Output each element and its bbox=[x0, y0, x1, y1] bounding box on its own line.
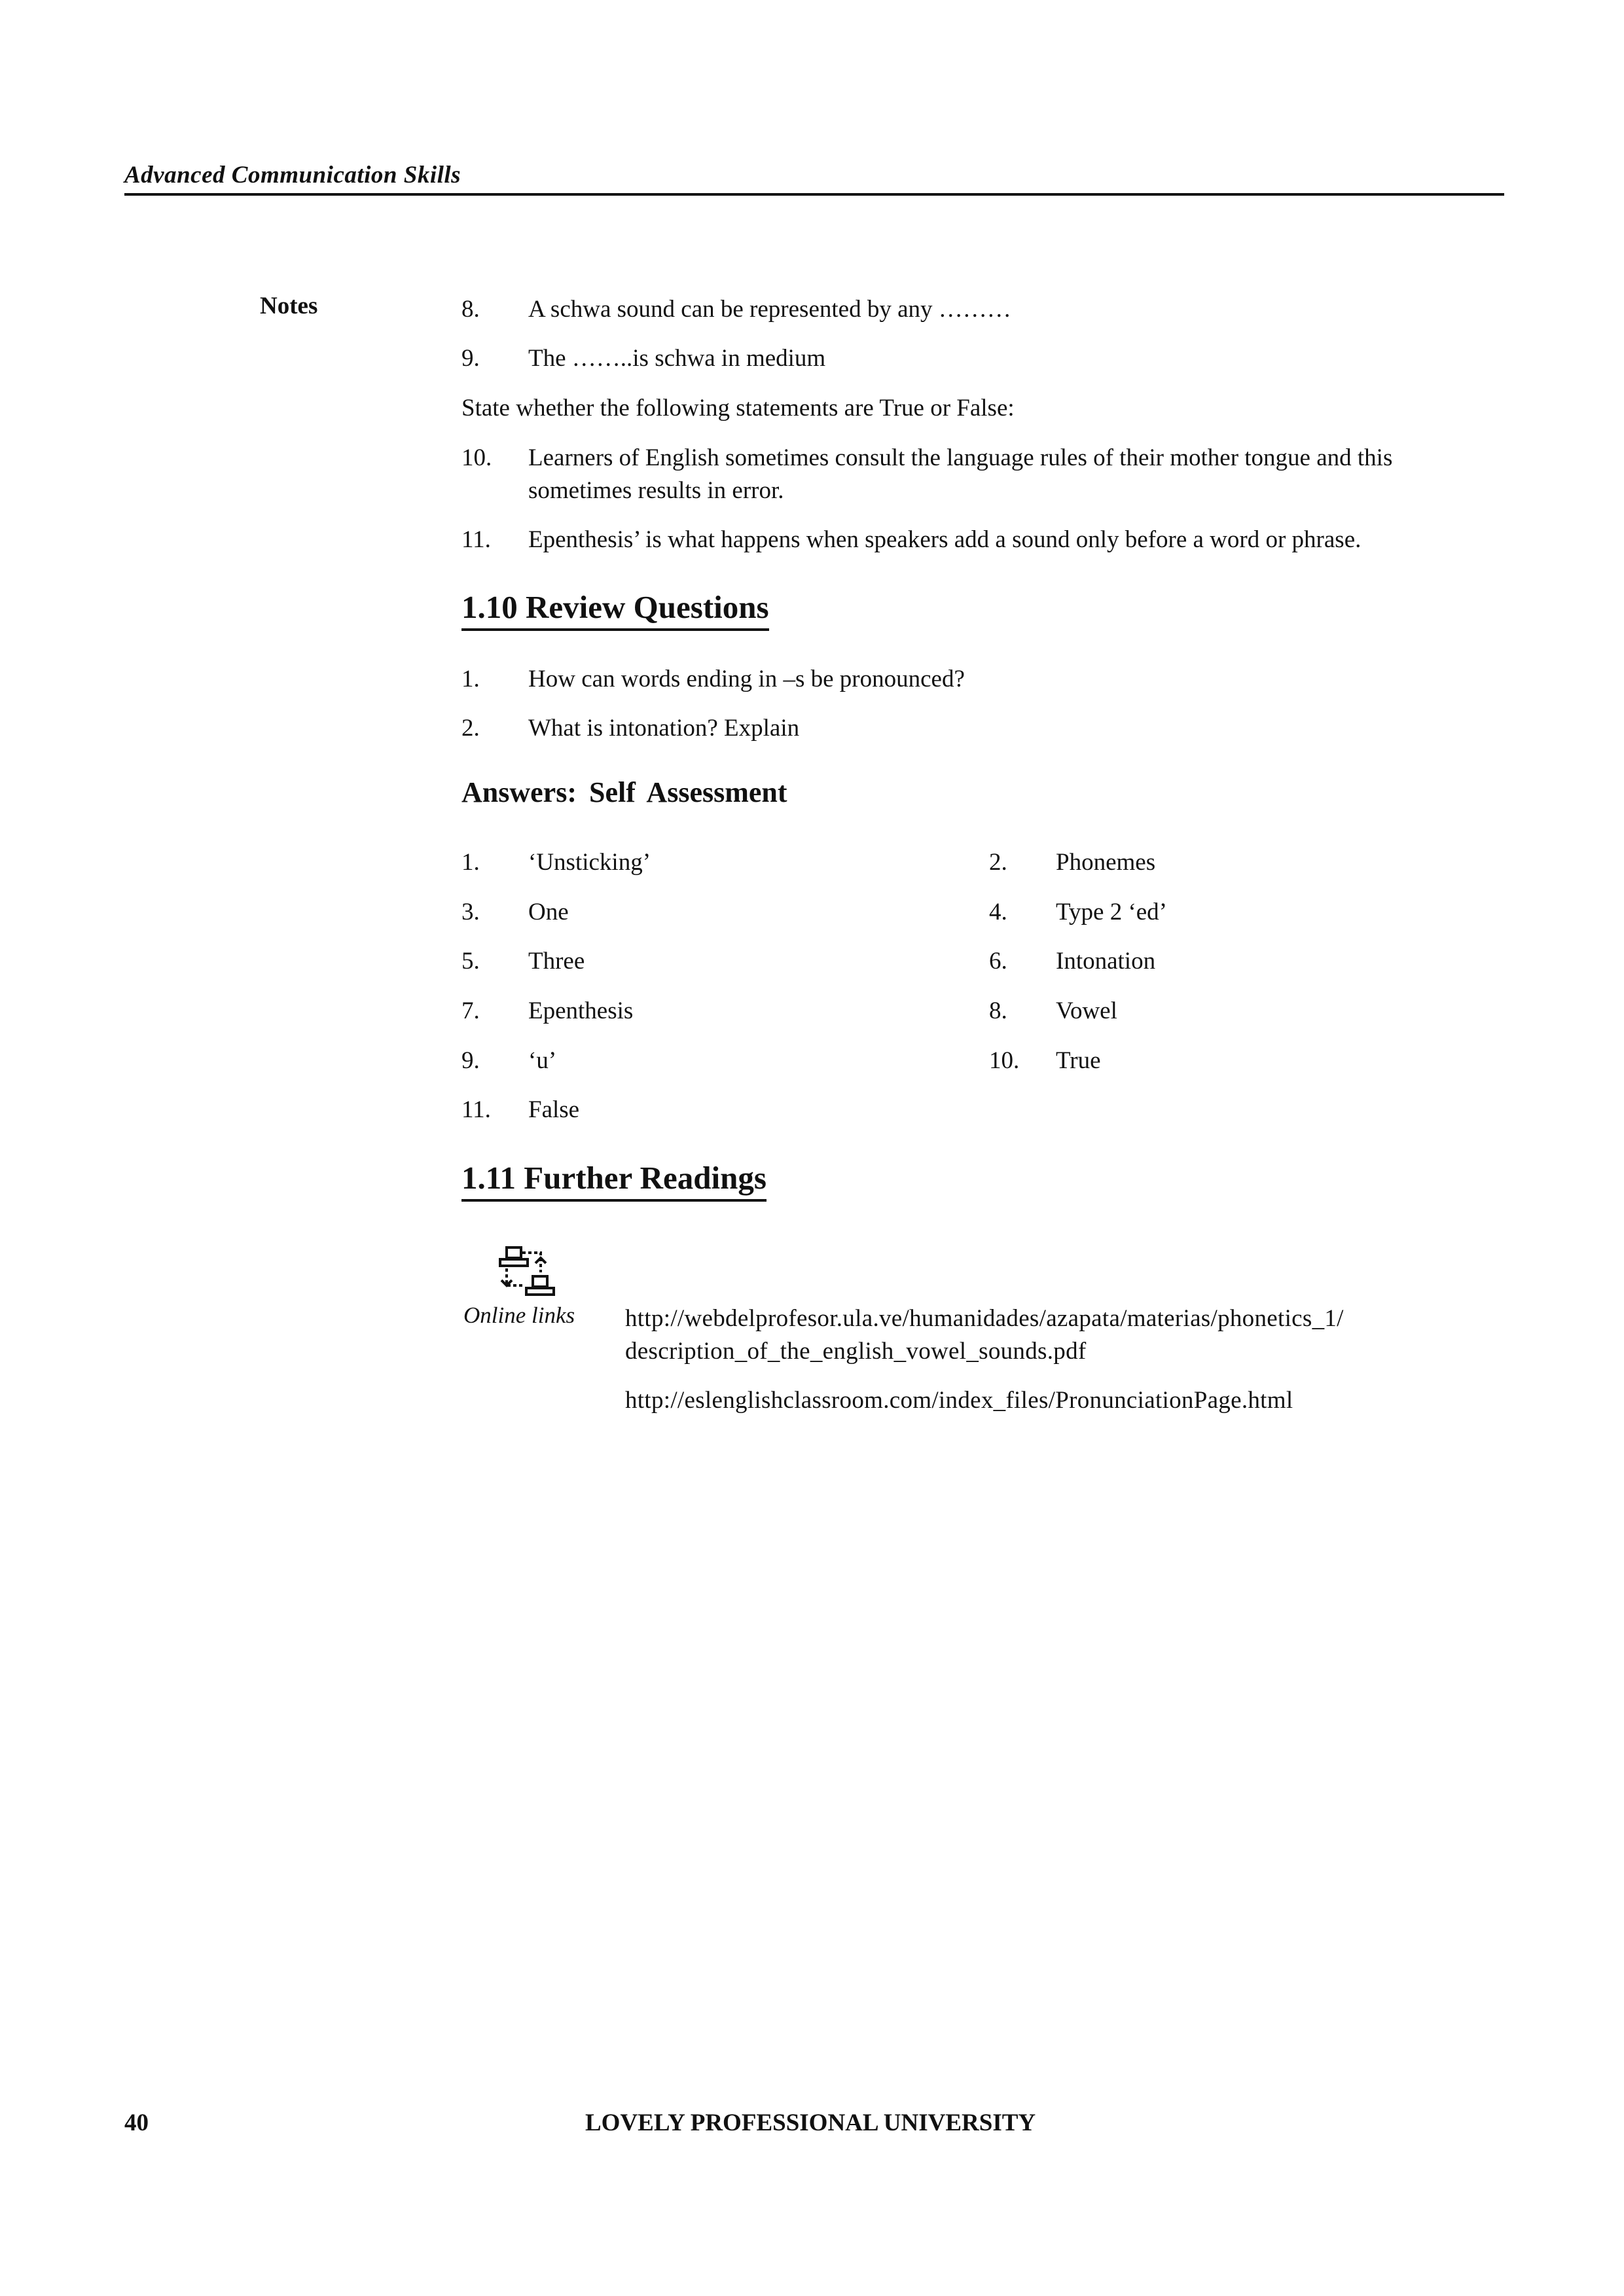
online-links-caption: Online links bbox=[463, 1302, 575, 1328]
item-number: 4. bbox=[989, 899, 1007, 925]
reading-link-line-2[interactable]: description_of_the_english_vowel_sounds.pdf bbox=[625, 1338, 1087, 1365]
footer-university: LOVELY PROFESSIONAL UNIVERSITY bbox=[585, 2109, 1036, 2136]
item-text: Epenthesis bbox=[528, 997, 634, 1024]
item-number: 2. bbox=[989, 849, 1007, 876]
reading-link[interactable] bbox=[625, 1302, 1344, 1368]
item-text: What is intonation? Explain bbox=[528, 715, 800, 742]
item-number: 10. bbox=[989, 1047, 1020, 1074]
item-number: 3. bbox=[461, 899, 480, 925]
item-number: 9. bbox=[461, 1047, 480, 1074]
item-text: False bbox=[528, 1096, 580, 1123]
item-number: 9. bbox=[461, 345, 480, 372]
item-text: ‘u’ bbox=[528, 1047, 557, 1074]
page-number: 40 bbox=[124, 2109, 149, 2136]
item-text: How can words ending in –s be pronounced? bbox=[528, 666, 965, 692]
item-number: 1. bbox=[461, 666, 480, 692]
item-number: 8. bbox=[461, 296, 480, 323]
item-number: 7. bbox=[461, 997, 480, 1024]
true-false-instruction: State whether the following statements are True or False: bbox=[461, 395, 1015, 422]
item-text: Type 2 ‘ed’ bbox=[1056, 899, 1168, 925]
item-text: Three bbox=[528, 948, 585, 975]
item-text: True bbox=[1056, 1047, 1101, 1074]
running-header: Advanced Communication Skills bbox=[124, 162, 461, 188]
item-text: One bbox=[528, 899, 569, 925]
margin-notes-label: Notes bbox=[260, 293, 318, 319]
item-text: Vowel bbox=[1056, 997, 1117, 1024]
online-links-icon bbox=[491, 1244, 563, 1302]
item-number: 1. bbox=[461, 849, 480, 876]
item-text: A schwa sound can be represented by any ……… bbox=[528, 296, 1011, 323]
section-heading-review-questions: 1.10 Review Questions bbox=[461, 588, 769, 631]
item-text-line-1: Learners of English sometimes consult the language rules of their mother tongue and this bbox=[528, 444, 1393, 471]
item-number: 11. bbox=[461, 526, 491, 553]
item-text: Phonemes bbox=[1056, 849, 1156, 876]
item-number: 5. bbox=[461, 948, 480, 975]
reading-link[interactable] bbox=[625, 1384, 1293, 1417]
item-number: 8. bbox=[989, 997, 1007, 1024]
reading-link-line-1[interactable]: http://eslenglishclassroom.com/index_files/PronunciationPage.html bbox=[625, 1387, 1293, 1414]
item-number: 10. bbox=[461, 444, 492, 471]
item-text: ‘Unsticking’ bbox=[528, 849, 651, 876]
item-text: Intonation bbox=[1056, 948, 1156, 975]
item-text-line-2: sometimes results in error. bbox=[528, 477, 784, 504]
header-rule bbox=[124, 193, 1504, 196]
answers-heading: Answers: Self Assessment bbox=[461, 776, 787, 808]
item-number: 2. bbox=[461, 715, 480, 742]
item-number: 11. bbox=[461, 1096, 491, 1123]
item-text: Epenthesis’ is what happens when speakers add a sound only before a word or phrase. bbox=[528, 526, 1362, 553]
item-text: The ……..is schwa in medium bbox=[528, 345, 826, 372]
item-number: 6. bbox=[989, 948, 1007, 975]
section-heading-further-readings: 1.11 Further Readings bbox=[461, 1158, 767, 1202]
reading-link-line-1[interactable]: http://webdelprofesor.ula.ve/humanidades/azapata/materias/phonetics_1/ bbox=[625, 1305, 1344, 1332]
